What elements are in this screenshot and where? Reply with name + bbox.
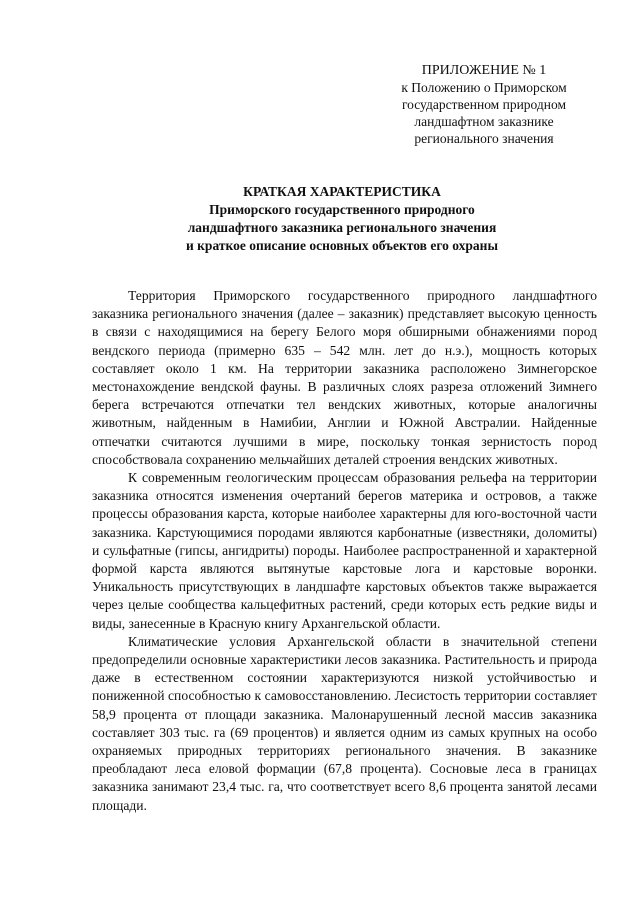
title-line: Приморского государственного природного — [209, 202, 475, 217]
body-paragraph: Климатические условия Архангельской области в значительной степени предопределили основные характеристики лесов заказника. Растительность и природа даже в естественном состоянии характеризуются низкой устойчивостью и пониженной способностью к самовосстановлению. Лесистость территории составляет 58,9 процента от площади заказника. Малонарушенный лесной массив заказника составляет 303 тыс. га (69 процентов) и является одним из самых крупных на особо охраняемых природных территориях регионального значения. В заказнике преобладают леса еловой формации (67,8 процента). Сосновые леса в границах заказника занимают 23,4 тыс. га, что соответствует всего 8,6 процента занятой лесами площади. — [92, 633, 597, 813]
appendix-line: ландшафтном заказнике — [414, 114, 554, 129]
appendix-line: регионального значения — [414, 131, 554, 146]
appendix-line: государственном природном — [401, 97, 567, 112]
title-line: ландшафтного заказника регионального значения — [187, 220, 497, 235]
document-title — [92, 183, 592, 255]
document-body — [92, 287, 597, 815]
title-line: КРАТКАЯ ХАРАКТЕРИСТИКА — [243, 184, 441, 199]
appendix-header — [384, 62, 584, 147]
body-paragraph: Территория Приморского государственного природного ландшафтного заказника регионального значения (далее – заказник) представляет высокую ценность в связи с находящимися на берегу Белого моря обширными обнажениями пород вендского периода (примерно 635 – 542 млн. лет до н.э.), мощность которых составляет около 1 км. На территории заказника расположено Зимнегорское местонахождение вендской фауны. В различных слоях разреза отложений Зимнего берега встречаются отпечатки тел вендских животных, которые аналогичны животным, найденным в Намибии, Англии и Южной Австралии. Найденные отпечатки считаются лучшими в мире, поскольку тонкая зернистость пород способствовала сохранению мельчайших деталей строения вендских животных. — [92, 288, 597, 467]
appendix-line: к Положению о Приморском — [401, 80, 567, 95]
appendix-number: ПРИЛОЖЕНИЕ № 1 — [421, 63, 547, 78]
title-line: и краткое описание основных объектов его охраны — [186, 238, 498, 253]
body-paragraph: К современным геологическим процессам образования рельефа на территории заказника относятся изменения очертаний берегов материка и островов, а также процессы образования карста, которые наиболее характерны для юго-восточной части заказника. Карстующимися породами являются карбонатные (известняки, доломиты) и сульфатные (гипсы, ангидриты) породы. Наиболее распространенной и характерной формой карста являются вытянутые карстовые лога и карстовые воронки. Уникальность присутствующих в ландшафте карстовых объектов также выражается через целые сообщества кальцефитных растений, среди которых есть редкие виды и виды, занесенные в Красную книгу Архангельской области. — [92, 470, 597, 631]
